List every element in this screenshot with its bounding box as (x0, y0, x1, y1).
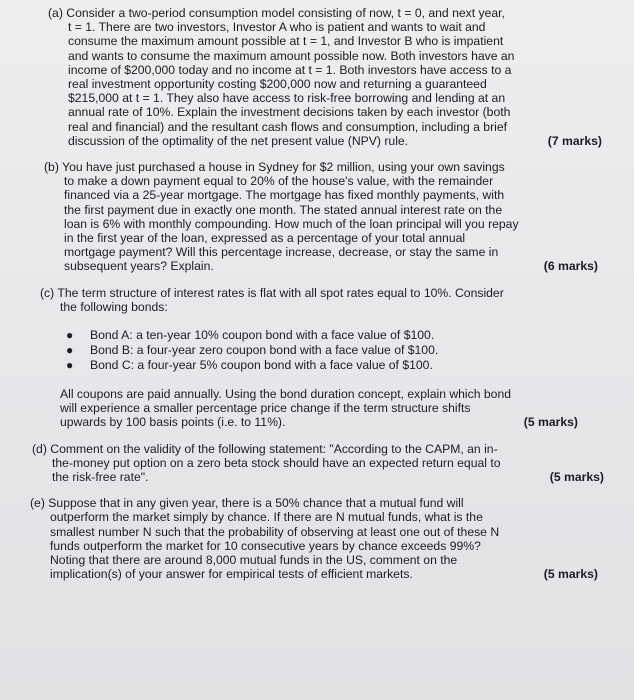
question-a-line: discussion of the optimality of the net present value (NPV) rule. (68, 133, 409, 148)
list-item (66, 358, 594, 373)
question-c (40, 286, 594, 430)
question-d-line: the risk-free rate". (52, 470, 149, 485)
question-e-line: smallest number N such that the probability of observing at least one out of these N (50, 524, 500, 539)
question-e-line: (e) Suppose that in any given year, there is a 50% chance that a mutual fund will (30, 496, 464, 511)
question-c-last-line (40, 415, 594, 429)
bond-b: Bond B: a four-year zero coupon bond with a face value of $100. (90, 343, 439, 358)
question-e-line: outperform the market simply by chance. If there are N mutual funds, what is the (50, 510, 483, 525)
question-c-line: upwards by 100 basis points (i.e. to 11%). (60, 415, 286, 430)
question-a-line: consume the maximum amount possible at t = 1, and Investor B who is impatient (68, 34, 504, 49)
question-a-line: income of $200,000 today and no income at t = 1. Both investors have access to a (68, 62, 512, 77)
question-e (30, 496, 598, 582)
question-a-marks: (7 marks) (547, 133, 602, 148)
question-a-line: annual rate of 10%. Explain the investment decisions taken by each investor (both (68, 105, 511, 120)
question-c-line: (c) The term structure of interest rates is flat with all spot rates equal to 10%. Consider (40, 285, 504, 300)
question-c-line: will experience a smaller percentage price change if the term structure shifts (60, 401, 471, 416)
question-d-line: the-money put option on a zero beta stock should have an expected return equal to (52, 455, 501, 470)
question-d-marks: (5 marks) (549, 470, 604, 485)
question-c-marks: (5 marks) (523, 415, 578, 430)
question-a-line: (a) Consider a two-period consumption model consisting of now, t = 0, and next year, (48, 6, 505, 20)
question-a-line: t = 1. There are two investors, Investor A who is patient and wants to wait and (68, 20, 486, 35)
question-d-last-line (32, 470, 604, 485)
question-b-last-line (44, 259, 598, 274)
question-e-line: implication(s) of your answer for empirical tests of efficient markets. (50, 567, 413, 582)
bond-c: Bond C: a four-year 5% coupon bond with a face value of $100. (90, 358, 433, 373)
question-b-line: the first payment due in exactly one month. The stated annual interest rate on the (64, 202, 503, 217)
bullet-icon: ● (66, 343, 74, 358)
question-a-line: real investment opportunity costing $200,000 now and returning a guaranteed (68, 77, 487, 92)
question-b-line: financed via a 25-year mortgage. The mortgage has fixed monthly payments, with (64, 188, 505, 203)
question-b-line: subsequent years? Explain. (64, 259, 214, 274)
question-b-line: in the first year of the loan, expressed as a percentage of your total annual (64, 231, 466, 246)
question-d (32, 441, 604, 485)
question-c-line: All coupons are paid annually. Using the bond duration concept, explain which bond (60, 387, 512, 402)
question-b-line: mortgage payment? Will this percentage increase, decrease, or stay the same in (64, 245, 499, 260)
list-item (66, 343, 594, 358)
question-b-marks: (6 marks) (543, 259, 598, 274)
question-b-line: to make a down payment equal to 20% of the house's value, with the remainder (64, 174, 494, 189)
list-item (66, 328, 594, 343)
question-b-line: loan is 6% with monthly compounding. How much of the loan principal will you repay (64, 216, 519, 231)
question-a-line: $215,000 at t = 1. They also have access to risk-free borrowing and lending at an (68, 91, 506, 106)
question-b-line: (b) You have just purchased a house in Sydney for $2 million, using your own savings (44, 160, 505, 175)
question-b (44, 160, 598, 274)
bond-a: Bond A: a ten-year 10% coupon bond with a face value of $100. (90, 328, 435, 343)
question-a-last-line (48, 133, 602, 148)
question-c-line: the following bonds: (60, 299, 168, 314)
question-e-line: funds outperform the market for 10 consecutive years by chance exceeds 99%? (50, 538, 481, 553)
bullet-icon: ● (66, 328, 74, 343)
bond-list (66, 328, 594, 373)
question-a-line: and wants to consume the maximum amount possible now. Both investors have an (68, 48, 515, 63)
question-d-line: (d) Comment on the validity of the following statement: "According to the CAPM, an in- (32, 441, 498, 456)
question-a (48, 6, 602, 148)
question-e-marks: (5 marks) (543, 567, 598, 582)
question-e-line: Noting that there are around 8,000 mutual funds in the US, comment on the (50, 553, 458, 568)
bullet-icon: ● (66, 358, 74, 373)
question-e-last-line (30, 567, 598, 582)
question-a-line: real and financial) and the resultant cash flows and consumption, including a brief (68, 119, 508, 134)
